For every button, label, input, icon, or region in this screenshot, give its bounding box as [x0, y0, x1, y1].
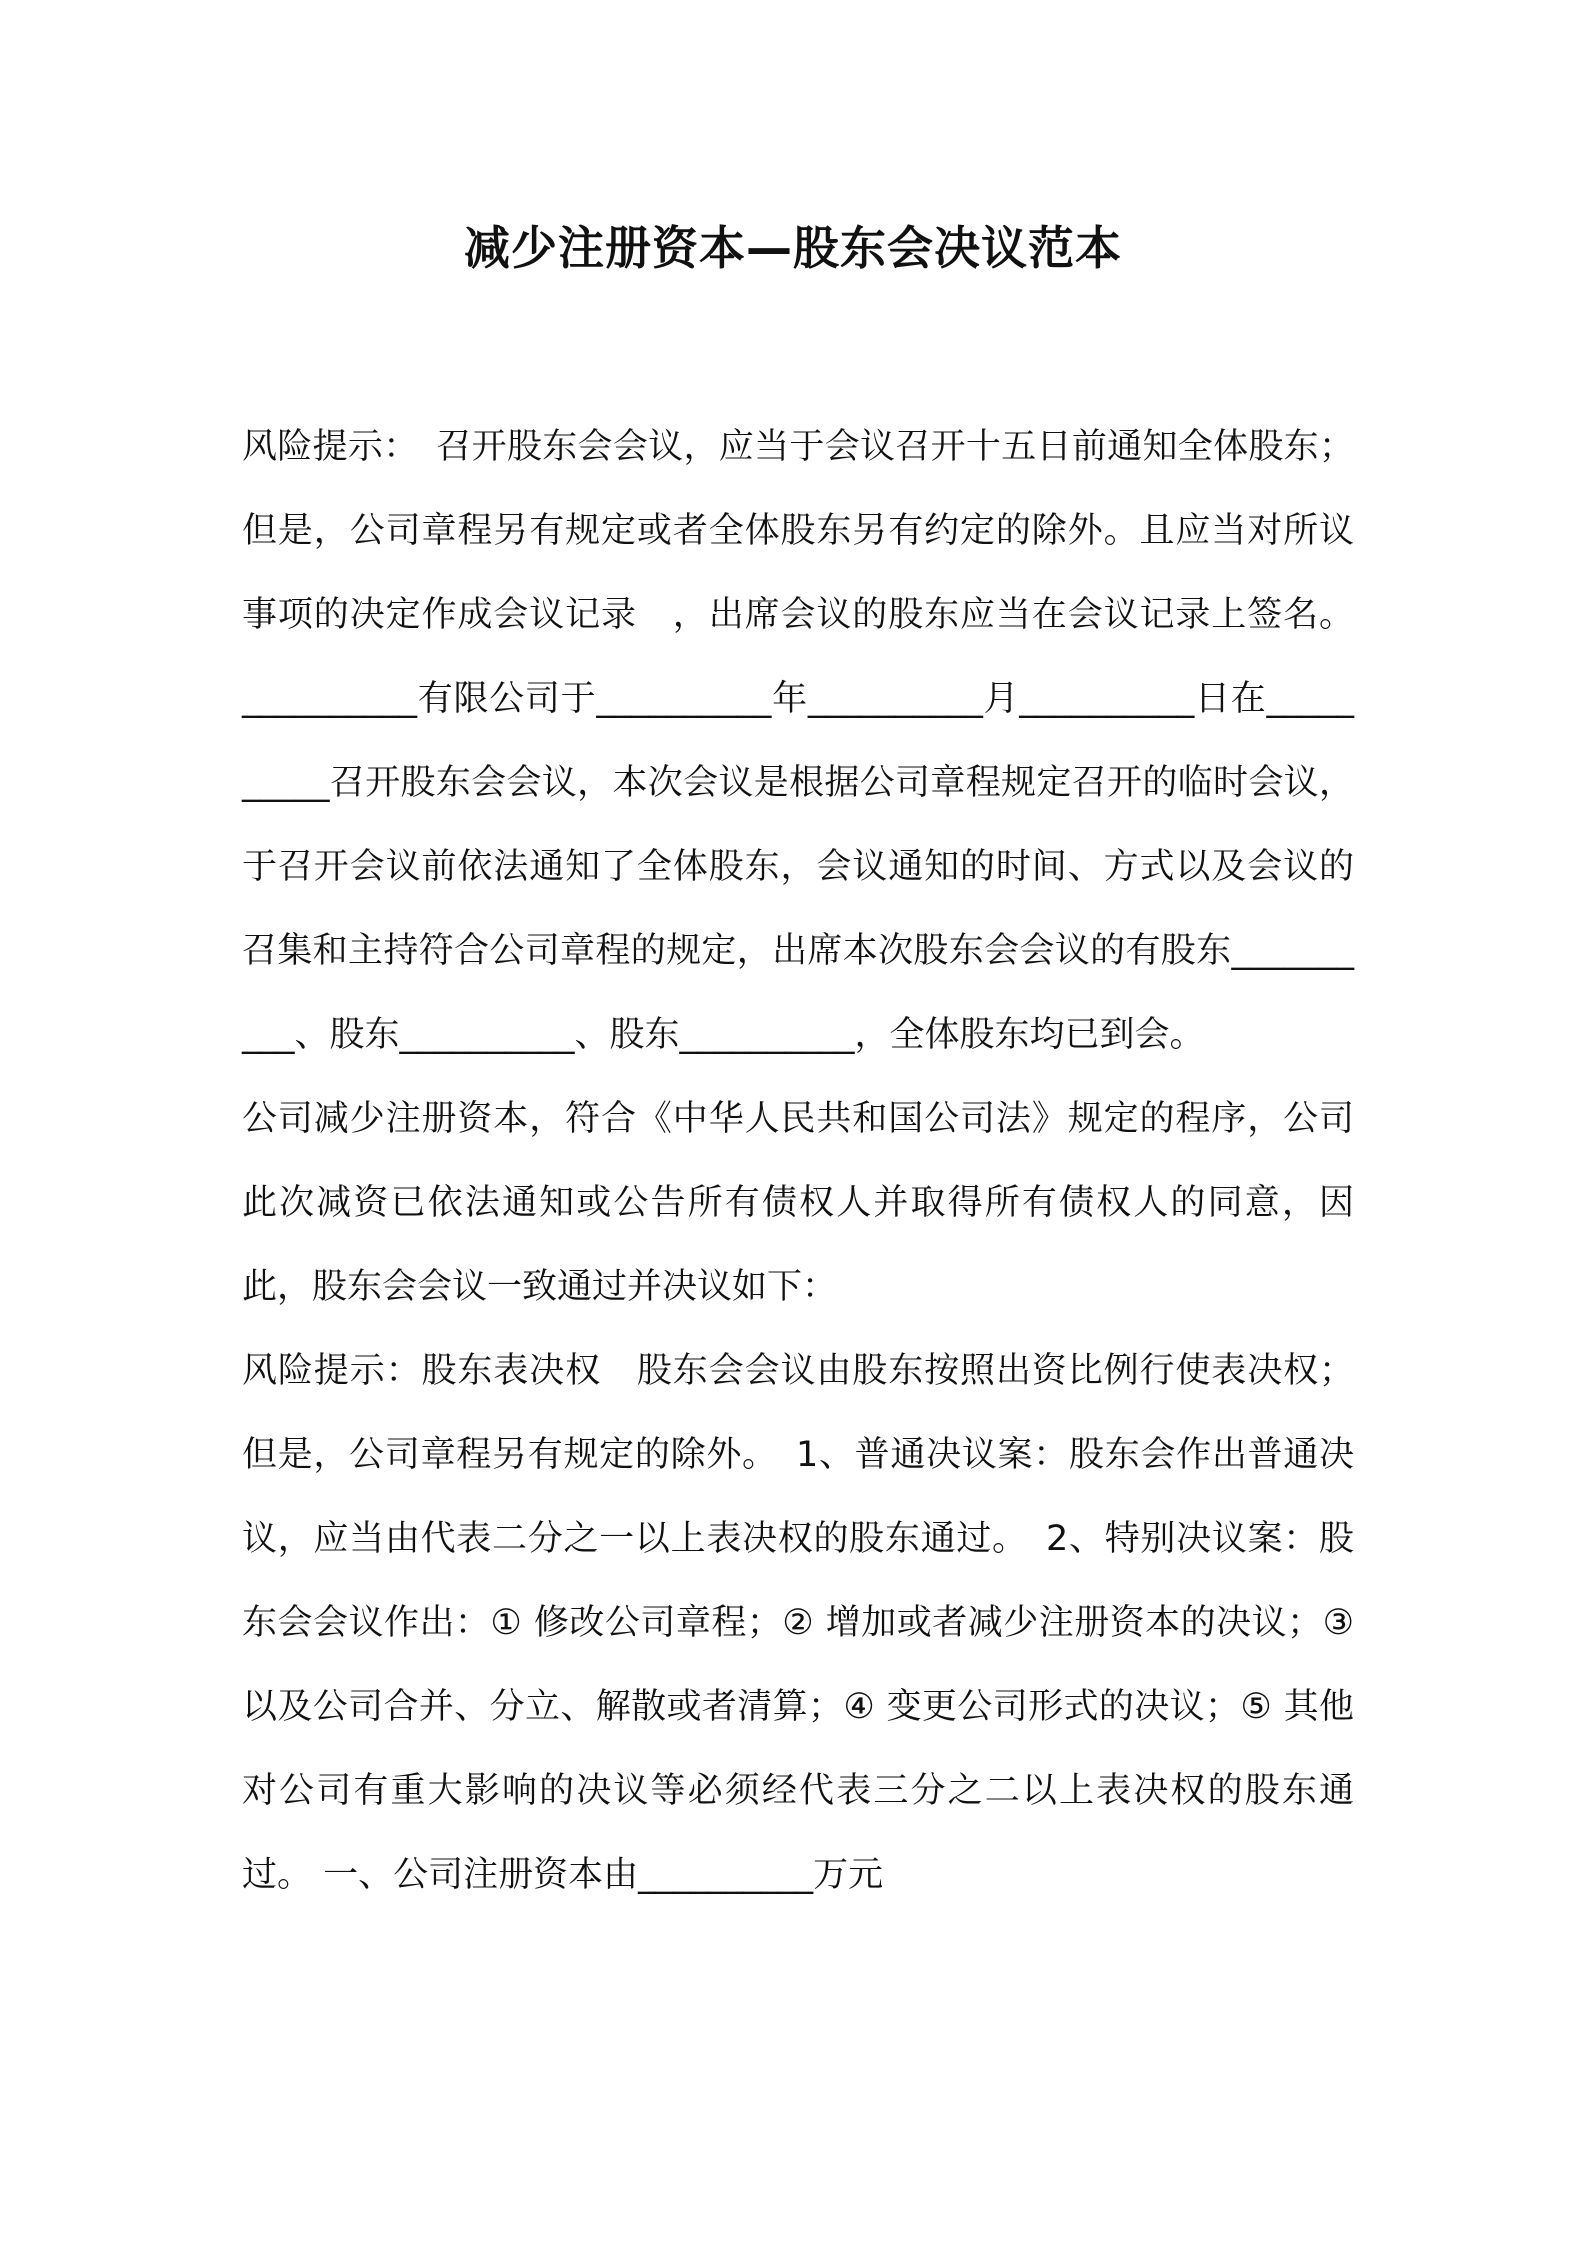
paragraph-capital-reduction: 公司减少注册资本，符合《中华人民共和国公司法》规定的程序，公司此次减资已依法通知或公告所有债权人并取得所有债权人的同意，因此，股东会会议一致通过并决议如下： [242, 1099, 1354, 1307]
paragraph-risk-notice-meeting: 风险提示： 召开股东会会议，应当于会议召开十五日前通知全体股东；但是，公司章程另有规定或者全体股东另有约定的除外。且应当对所议事项的决定作成会议记录 ，出席会议的股东应当在会议记录上签名。 __________有限公司于__________年__________月__________日在__________召开股东会会议，本次会议是根据公司章程规定召开的临时会议，于召开会议前依法通知了全体股东，会议通知的时间、方式以及会议的召集和主持符合公司章程的规定，出席本次股东会会议的有股东__________、股东__________、股东__________，全体股东均已到会。 [242, 427, 1354, 1055]
paragraph-risk-notice-voting: 风险提示：股东表决权 股东会会议由股东按照出资比例行使表决权；但是，公司章程另有规定的除外。 1、普通决议案：股东会作出普通决议，应当由代表二分之一以上表决权的股东通过。 2、特别决议案：股东会会议作出：① 修改公司章程；② 增加或者减少注册资本的决议；③ 以及公司合并、分立、解散或者清算；④ 变更公司形式的决议；⑤ 其他对公司有重大影响的决议等必须经代表三分之二以上表决权的股东通过。 一、公司注册资本由__________万元 [242, 1351, 1354, 1895]
document-body [242, 405, 1354, 1917]
document-title: 减少注册资本—股东会决议范本 [464, 221, 1122, 275]
